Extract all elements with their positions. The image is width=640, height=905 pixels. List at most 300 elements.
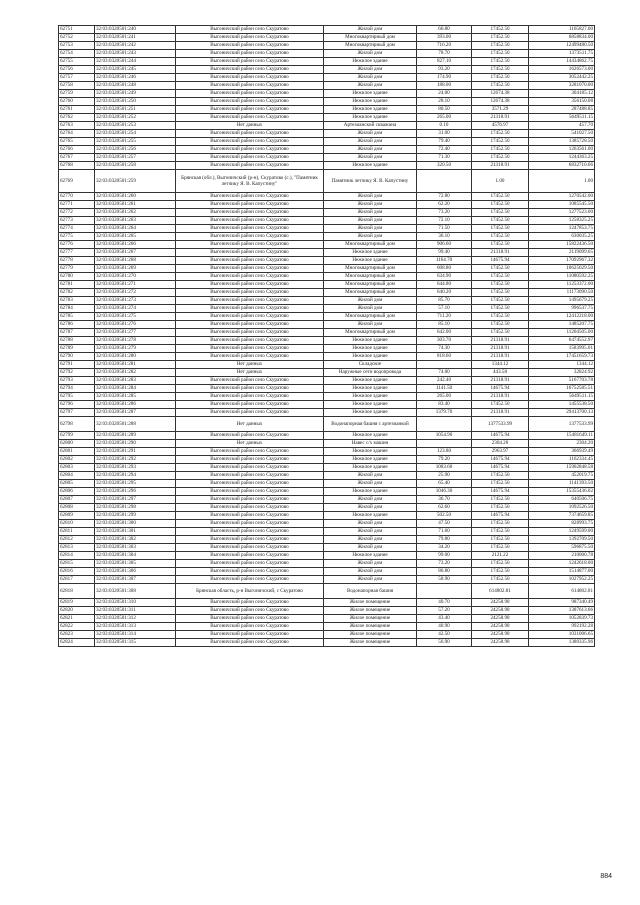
- cadastral-value-cell: 5167703.78: [529, 377, 595, 385]
- record-id-cell: 62790: [59, 353, 95, 361]
- object-type-cell: Жилое помещение: [324, 623, 417, 631]
- area-cell: 99.00: [417, 552, 472, 560]
- area-cell: 57.20: [417, 607, 472, 615]
- cadastral-number-cell: 32:03:0320501:289: [95, 432, 176, 440]
- table-row: [59, 217, 595, 225]
- cadastral-number-cell: 32:03:0320501:307: [95, 576, 176, 584]
- rate-cell: 4576.97: [472, 122, 529, 130]
- cadastral-number-cell: 32:03:0320501:262: [95, 209, 176, 217]
- cadastral-value-cell: 16752585.51: [529, 385, 595, 393]
- record-id-cell: 62787: [59, 329, 95, 337]
- record-id-cell: 62796: [59, 401, 95, 409]
- object-type-cell: Жилой дом: [324, 568, 417, 576]
- address-cell: Выгоничский район село Скуратово: [176, 82, 324, 90]
- rate-cell: 12674.38: [472, 98, 529, 106]
- rate-cell: 17452.50: [472, 42, 529, 50]
- object-type-cell: Нежилое здание: [324, 249, 417, 257]
- table-row: [59, 170, 595, 193]
- cadastral-number-cell: 32:03:0320501:245: [95, 66, 176, 74]
- area-cell: 80.50: [417, 106, 472, 114]
- table-row: [59, 440, 595, 448]
- record-id-cell: 62822: [59, 623, 95, 631]
- record-id-cell: 62797: [59, 409, 95, 417]
- rate-cell: 17452.50: [472, 66, 529, 74]
- area-cell: 24.00: [417, 90, 472, 98]
- object-type-cell: Жилой дом: [324, 193, 417, 201]
- rate-cell: 17452.50: [472, 321, 529, 329]
- cadastral-number-cell: 32:03:0320501:294: [95, 472, 176, 480]
- area-cell: 65.40: [417, 480, 472, 488]
- record-id-cell: 62779: [59, 265, 95, 273]
- table-row: [59, 297, 595, 305]
- address-cell: Выгоничский район село Скуратово: [176, 249, 324, 257]
- object-type-cell: Нежилое здание: [324, 464, 417, 472]
- table-row: [59, 337, 595, 345]
- cadastral-number-cell: 32:03:0320501:255: [95, 138, 176, 146]
- address-cell: Нет данных: [176, 369, 324, 377]
- object-type-cell: Жилой дом: [324, 496, 417, 504]
- cadastral-number-cell: 32:03:0320501:277: [95, 329, 176, 337]
- cadastral-value-cell: 1249599.00: [529, 528, 595, 536]
- cadastral-number-cell: 32:03:0320501:297: [95, 496, 176, 504]
- cadastral-value-cell: 1270542.00: [529, 193, 595, 201]
- cadastral-number-cell: 32:03:0320501:279: [95, 345, 176, 353]
- record-id-cell: 62766: [59, 146, 95, 154]
- rate-cell: 21318.91: [472, 114, 529, 122]
- rate-cell: 12674.38: [472, 90, 529, 98]
- address-cell: Выгоничский район село Скуратово: [176, 201, 324, 209]
- address-cell: Выгоничский район село Скуратово: [176, 496, 324, 504]
- object-type-cell: Жилой дом: [324, 536, 417, 544]
- object-type-cell: Водонапорная башня с артезианкой: [324, 417, 417, 432]
- record-id-cell: 62756: [59, 66, 95, 74]
- rate-cell: 17452.50: [472, 209, 529, 217]
- cadastral-number-cell: 32:03:0320501:315: [95, 639, 176, 647]
- address-cell: Выгоничский район село Скуратово: [176, 50, 324, 58]
- table-row: [59, 552, 595, 560]
- area-cell: 36.10: [417, 233, 472, 241]
- cadastral-number-cell: 32:03:0320501:280: [95, 353, 176, 361]
- address-cell: Выгоничский район село Скуратово: [176, 345, 324, 353]
- area-cell: 906.60: [417, 241, 472, 249]
- table-row: [59, 464, 595, 472]
- cadastral-value-cell: 1514877.00: [529, 568, 595, 576]
- address-cell: Выгоничский район село Скуратово: [176, 74, 324, 82]
- record-id-cell: 62799: [59, 432, 95, 440]
- rate-cell: 17452.50: [472, 305, 529, 313]
- rate-cell: 17452.50: [472, 26, 529, 34]
- rate-cell: 17452.50: [472, 528, 529, 536]
- record-id-cell: 62767: [59, 154, 95, 162]
- address-cell: Выгоничский район село Скуратово: [176, 599, 324, 607]
- area-cell: 71.30: [417, 154, 472, 162]
- rate-cell: 1.00: [472, 170, 529, 193]
- cadastral-number-cell: 32:03:0320501:254: [95, 130, 176, 138]
- area-cell: 74.30: [417, 345, 472, 353]
- cadastral-number-cell: 32:03:0320501:308: [95, 584, 176, 599]
- table-row: [59, 313, 595, 321]
- address-cell: Выгоничский район село Скуратово: [176, 90, 324, 98]
- object-type-cell: Многоквартирный дом: [324, 241, 417, 249]
- record-id-cell: 62794: [59, 385, 95, 393]
- cadastral-value-cell: 1162334.45: [529, 456, 595, 464]
- rate-cell: 21318.91: [472, 249, 529, 257]
- address-cell: Выгоничский район село Скуратово: [176, 377, 324, 385]
- cadastral-value-cell: 457.70: [529, 122, 595, 130]
- cadastral-number-cell: 32:03:0320501:311: [95, 607, 176, 615]
- record-id-cell: 62800: [59, 440, 95, 448]
- cadastral-value-cell: 12412218.00: [529, 313, 595, 321]
- rate-cell: 2121.22: [472, 552, 529, 560]
- object-type-cell: Нежилое здание: [324, 385, 417, 393]
- rate-cell: 17452.50: [472, 265, 529, 273]
- table-row: [59, 249, 595, 257]
- cadastral-value-cell: 17451659.73: [529, 353, 595, 361]
- area-cell: 72.80: [417, 193, 472, 201]
- record-id-cell: 62824: [59, 639, 95, 647]
- cadastral-value-cell: 992192.28: [529, 623, 595, 631]
- cadastral-number-cell: 32:03:0320501:283: [95, 377, 176, 385]
- record-id-cell: 62755: [59, 58, 95, 66]
- table-row: [59, 512, 595, 520]
- cadastral-value-cell: 1085545.50: [529, 201, 595, 209]
- record-id-cell: 62823: [59, 631, 95, 639]
- rate-cell: 17452.50: [472, 273, 529, 281]
- object-type-cell: Жилой дом: [324, 201, 417, 209]
- rate-cell: 17452.50: [472, 297, 529, 305]
- cadastral-number-cell: 32:03:0320501:275: [95, 313, 176, 321]
- object-type-cell: Нежилое здание: [324, 114, 417, 122]
- area-cell: 40.70: [417, 599, 472, 607]
- table-row: [59, 193, 595, 201]
- cadastral-number-cell: 32:03:0320501:250: [95, 98, 176, 106]
- area-cell: 28.10: [417, 98, 472, 106]
- cadastral-number-cell: 32:03:0320501:264: [95, 225, 176, 233]
- rate-cell: 17452.50: [472, 504, 529, 512]
- record-id-cell: 62806: [59, 488, 95, 496]
- address-cell: Нет данных: [176, 440, 324, 448]
- cadastral-value-cell: 10625029.50: [529, 265, 595, 273]
- record-id-cell: 62751: [59, 26, 95, 34]
- object-type-cell: Жилой дом: [324, 233, 417, 241]
- record-id-cell: 62802: [59, 456, 95, 464]
- area-cell: 1083.60: [417, 464, 472, 472]
- rate-cell: 2963.97: [472, 448, 529, 456]
- table-row: [59, 544, 595, 552]
- table-row: [59, 201, 595, 209]
- record-id-cell: 62760: [59, 98, 95, 106]
- area-cell: 123.80: [417, 448, 472, 456]
- record-id-cell: 62803: [59, 464, 95, 472]
- rate-cell: 17452.50: [472, 568, 529, 576]
- cadastral-value-cell: 5649511.15: [529, 393, 595, 401]
- table-row: [59, 361, 595, 369]
- address-cell: Выгоничский район село Скуратово: [176, 42, 324, 50]
- record-id-cell: 62773: [59, 217, 95, 225]
- cadastral-value-cell: 7374659.85: [529, 512, 595, 520]
- object-type-cell: Жилой дом: [324, 472, 417, 480]
- record-id-cell: 62770: [59, 193, 95, 201]
- record-id-cell: 62762: [59, 114, 95, 122]
- table-row: [59, 456, 595, 464]
- record-id-cell: 62785: [59, 313, 95, 321]
- address-cell: Выгоничский район село Скуратово: [176, 289, 324, 297]
- area-cell: 99.40: [417, 249, 472, 257]
- cadastral-number-cell: 32:03:0320501:288: [95, 417, 176, 432]
- table-row: [59, 50, 595, 58]
- cadastral-number-cell: 32:03:0320501:261: [95, 201, 176, 209]
- rate-cell: 24258.98: [472, 599, 529, 607]
- area-cell: [417, 170, 472, 193]
- object-type-cell: Жилой дом: [324, 544, 417, 552]
- address-cell: Выгоничский район село Скуратово: [176, 281, 324, 289]
- cadastral-number-cell: 32:03:0320501:310: [95, 599, 176, 607]
- rate-cell: 24258.98: [472, 631, 529, 639]
- address-cell: Выгоничский район село Скуратово: [176, 66, 324, 74]
- address-cell: Выгоничский район село Скуратово: [176, 560, 324, 568]
- record-id-cell: 62818: [59, 584, 95, 599]
- rate-cell: 17452.50: [472, 560, 529, 568]
- object-type-cell: Жилой дом: [324, 480, 417, 488]
- cadastral-number-cell: 32:03:0320501:300: [95, 520, 176, 528]
- area-cell: [417, 584, 472, 599]
- cadastral-number-cell: 32:03:0320501:284: [95, 385, 176, 393]
- object-type-cell: Нежилое здание: [324, 456, 417, 464]
- object-type-cell: Нежилое здание: [324, 448, 417, 456]
- table-row: [59, 321, 595, 329]
- object-type-cell: Жилое помещение: [324, 639, 417, 647]
- cadastral-value-cell: 2119099.65: [529, 249, 595, 257]
- rate-cell: 17452.50: [472, 576, 529, 584]
- address-cell: Выгоничский район село Скуратово: [176, 130, 324, 138]
- cadastral-number-cell: 32:03:0320501:285: [95, 393, 176, 401]
- object-type-cell: Нежилое здание: [324, 512, 417, 520]
- record-id-cell: 62778: [59, 257, 95, 265]
- address-cell: Выгоничский район село Скуратово: [176, 273, 324, 281]
- area-cell: [417, 361, 472, 369]
- table-row: [59, 82, 595, 90]
- address-cell: Выгоничский район село Скуратово: [176, 385, 324, 393]
- table-row: [59, 34, 595, 42]
- object-type-cell: Жилой дом: [324, 504, 417, 512]
- object-type-cell: Складское: [324, 361, 417, 369]
- table-row: [59, 432, 595, 440]
- area-cell: 174.90: [417, 74, 472, 82]
- cadastral-number-cell: 32:03:0320501:243: [95, 50, 176, 58]
- cadastral-value-cell: 1373511.75: [529, 50, 595, 58]
- object-type-cell: Жилой дом: [324, 560, 417, 568]
- cadastral-value-cell: 11080592.25: [529, 273, 595, 281]
- table-row: [59, 401, 595, 409]
- object-type-cell: Жилое помещение: [324, 599, 417, 607]
- address-cell: Выгоничский район село Скуратово: [176, 138, 324, 146]
- cadastral-value-cell: 630035.25: [529, 233, 595, 241]
- rate-cell: 17452.50: [472, 50, 529, 58]
- rate-cell: 1377533.99: [472, 417, 529, 432]
- area-cell: 43.40: [417, 615, 472, 623]
- cadastral-number-cell: 32:03:0320501:292: [95, 456, 176, 464]
- cadastral-number-cell: 32:03:0320501:257: [95, 154, 176, 162]
- cadastral-value-cell: 1247853.75: [529, 225, 595, 233]
- object-type-cell: Многоквартирный дом: [324, 34, 417, 42]
- object-type-cell: Жилой дом: [324, 576, 417, 584]
- area-cell: 79.40: [417, 138, 472, 146]
- record-id-cell: 62764: [59, 130, 95, 138]
- object-type-cell: Навес с/х машин: [324, 440, 417, 448]
- object-type-cell: Жилой дом: [324, 217, 417, 225]
- cadastral-value-cell: 14434862.75: [529, 58, 595, 66]
- rate-cell: 17452.50: [472, 34, 529, 42]
- table-row: [59, 448, 595, 456]
- object-type-cell: Жилой дом: [324, 82, 417, 90]
- table-row: [59, 409, 595, 417]
- rate-cell: 21318.91: [472, 162, 529, 170]
- area-cell: [417, 417, 472, 432]
- object-type-cell: Жилой дом: [324, 154, 417, 162]
- rate-cell: 17452.50: [472, 225, 529, 233]
- object-type-cell: Жилой дом: [324, 66, 417, 74]
- address-cell: Выгоничский район село Скуратово: [176, 257, 324, 265]
- rate-cell: 14675.94: [472, 488, 529, 496]
- cadastral-value-cell: 1380335.96: [529, 639, 595, 647]
- address-cell: Нет данных: [176, 122, 324, 130]
- object-type-cell: Жилое помещение: [324, 615, 417, 623]
- record-id-cell: 62804: [59, 472, 95, 480]
- address-cell: Выгоничский район село Скуратово: [176, 233, 324, 241]
- address-cell: Выгоничский район село Скуратово: [176, 265, 324, 273]
- object-type-cell: Жилой дом: [324, 321, 417, 329]
- cadastral-number-cell: 32:03:0320501:287: [95, 409, 176, 417]
- record-id-cell: 62752: [59, 34, 95, 42]
- cadastral-value-cell: 1263561.00: [529, 146, 595, 154]
- cadastral-value-cell: 1165827.00: [529, 26, 595, 34]
- address-cell: Выгоничский район село Скуратово: [176, 615, 324, 623]
- cadastral-value-cell: 366939.49: [529, 448, 595, 456]
- address-cell: Выгоничский район село Скуратово: [176, 504, 324, 512]
- table-row: [59, 138, 595, 146]
- rate-cell: 17452.50: [472, 472, 529, 480]
- record-id-cell: 62815: [59, 560, 95, 568]
- record-id-cell: 62805: [59, 480, 95, 488]
- cadastral-number-cell: 32:03:0320501:290: [95, 440, 176, 448]
- table-row: [59, 520, 595, 528]
- object-type-cell: Нежилое здание: [324, 409, 417, 417]
- object-type-cell: Артезианский скважина: [324, 122, 417, 130]
- area-cell: 57.10: [417, 305, 472, 313]
- rate-cell: 17452.50: [472, 154, 529, 162]
- cadastral-number-cell: 32:03:0320501:256: [95, 146, 176, 154]
- object-type-cell: Жилой дом: [324, 305, 417, 313]
- address-cell: Выгоничский район село Скуратово: [176, 607, 324, 615]
- address-cell: Выгоничский район село Скуратово: [176, 34, 324, 42]
- area-cell: 78.70: [417, 50, 472, 58]
- cadastral-value-cell: 3052442.25: [529, 74, 595, 82]
- table-row: [59, 146, 595, 154]
- rate-cell: 3571.29: [472, 106, 529, 114]
- record-id-cell: 62817: [59, 576, 95, 584]
- area-cell: 1141.50: [417, 385, 472, 393]
- area-cell: 1046.30: [417, 488, 472, 496]
- area-cell: 83.40: [417, 401, 472, 409]
- area-cell: 62.20: [417, 201, 472, 209]
- cadastral-number-cell: 32:03:0320501:281: [95, 361, 176, 369]
- rate-cell: 17452.50: [472, 138, 529, 146]
- address-cell: Выгоничский район село Скуратово: [176, 26, 324, 34]
- area-cell: 86.80: [417, 568, 472, 576]
- table-row: [59, 209, 595, 217]
- record-id-cell: 62801: [59, 448, 95, 456]
- address-cell: Выгоничский район село Скуратово: [176, 488, 324, 496]
- object-type-cell: Нежилое здание: [324, 337, 417, 345]
- table-row: [59, 106, 595, 114]
- address-cell: Выгоничский район село Скуратово: [176, 480, 324, 488]
- address-cell: Выгоничский район село Скуратово: [176, 321, 324, 329]
- address-cell: Выгоничский район село Скуратово: [176, 552, 324, 560]
- cadastral-value-cell: 210000.78: [529, 552, 595, 560]
- table-row: [59, 58, 595, 66]
- area-cell: 93.20: [417, 66, 472, 74]
- object-type-cell: Нежилое здание: [324, 257, 417, 265]
- table-row: [59, 607, 595, 615]
- address-cell: Выгоничский район село Скуратово: [176, 409, 324, 417]
- area-cell: 642.00: [417, 329, 472, 337]
- record-id-cell: 62811: [59, 528, 95, 536]
- area-cell: 79.80: [417, 536, 472, 544]
- rate-cell: 17452.50: [472, 201, 529, 209]
- address-cell: Нет данных: [176, 361, 324, 369]
- area-cell: 73.20: [417, 209, 472, 217]
- cadastral-number-cell: 32:03:0320501:312: [95, 615, 176, 623]
- cadastral-value-cell: 1485207.75: [529, 321, 595, 329]
- rate-cell: 17452.50: [472, 58, 529, 66]
- object-type-cell: Нежилое здание: [324, 552, 417, 560]
- rate-cell: 21318.91: [472, 377, 529, 385]
- record-id-cell: 62795: [59, 393, 95, 401]
- area-cell: 393.00: [417, 34, 472, 42]
- object-type-cell: Жилой дом: [324, 528, 417, 536]
- address-cell: Выгоничский район село Скуратово: [176, 225, 324, 233]
- record-id-cell: 62784: [59, 305, 95, 313]
- cadastral-number-cell: 32:03:0320501:286: [95, 401, 176, 409]
- rate-cell: 17452.50: [472, 544, 529, 552]
- cadastral-value-cell: 1031006.65: [529, 631, 595, 639]
- address-cell: Выгоничский район село Скуратово: [176, 217, 324, 225]
- cadastral-value-cell: 1277523.00: [529, 209, 595, 217]
- rate-cell: 14675.94: [472, 456, 529, 464]
- record-id-cell: 62771: [59, 201, 95, 209]
- record-id-cell: 62772: [59, 209, 95, 217]
- cadastral-value-cell: 2304.20: [529, 440, 595, 448]
- record-id-cell: 62808: [59, 504, 95, 512]
- object-type-cell: Многоквартирный дом: [324, 281, 417, 289]
- table-row: [59, 289, 595, 297]
- record-id-cell: 62812: [59, 536, 95, 544]
- rate-cell: 17452.50: [472, 82, 529, 90]
- cadastral-value-cell: 1258325.25: [529, 217, 595, 225]
- registry-table-body: [59, 26, 595, 647]
- object-type-cell: Многоквартирный дом: [324, 329, 417, 337]
- rate-cell: 14675.94: [472, 385, 529, 393]
- rate-cell: 17452.50: [472, 233, 529, 241]
- area-cell: 79.20: [417, 456, 472, 464]
- cadastral-number-cell: 32:03:0320501:299: [95, 512, 176, 520]
- cadastral-number-cell: 32:03:0320501:244: [95, 58, 176, 66]
- table-row: [59, 369, 595, 377]
- table-row: [59, 130, 595, 138]
- rate-cell: 17452.50: [472, 480, 529, 488]
- area-cell: 25.90: [417, 472, 472, 480]
- table-row: [59, 66, 595, 74]
